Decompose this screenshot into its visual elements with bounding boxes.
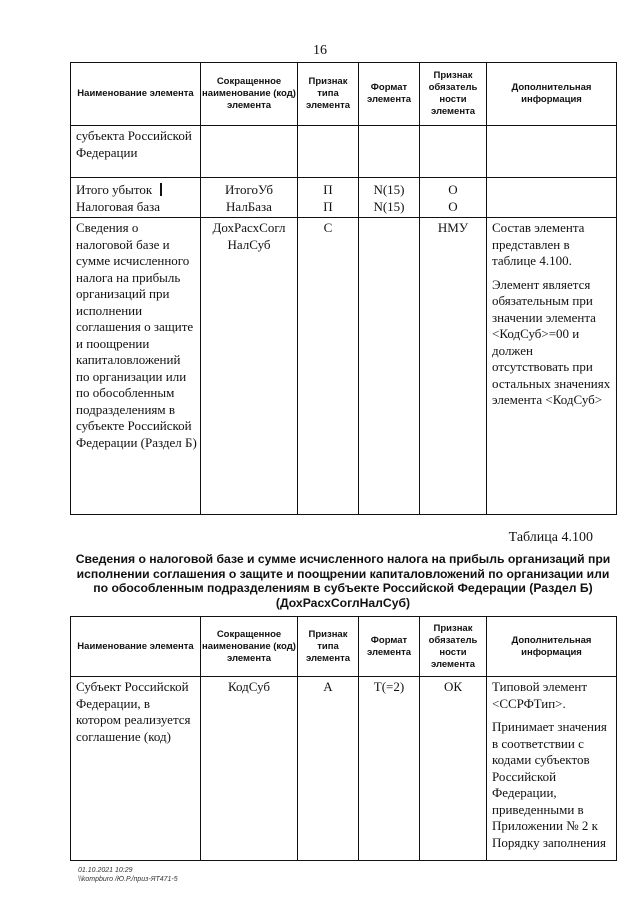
page-number: 16 [313,43,327,58]
header-format: Формат элемента [359,617,420,677]
cell-info: Типовой элемент <ССРФТип>. Принимает значения в соответствии с кодами субъектов Российской Федерации, приведенными в Приложении № 2 к Порядку заполнения [487,677,617,861]
cell-format: T(=2) [359,677,420,861]
header-code: Сокращенное наименование (код) элемента [201,617,298,677]
header-required: Признак обязатель ности элемента [420,63,487,126]
cell-required: О О [420,178,487,218]
table-row [71,677,617,861]
print-footer [78,866,178,884]
cell-type: А [298,677,359,861]
footer-timestamp: 01.10.2021 10:29 [78,867,133,874]
cell-required: НМУ [420,218,487,515]
cell-type: С [298,218,359,515]
elements-table-4-100 [70,616,617,861]
header-type: Признак типа элемента [298,617,359,677]
header-required: Признак обязатель ности элемента [420,617,487,677]
table-row [71,178,617,218]
cell-code: ИтогоУб НалБаза [201,178,298,218]
cell-format [359,218,420,515]
footer-path: \\kompburo /Ю.Р./приз-ЯТ471-5 [78,876,178,883]
cell-type: П П [298,178,359,218]
table-row [71,218,617,515]
cell-name: Итого убыток Налоговая база [71,178,201,218]
cell-name: Сведения о налоговой базе и сумме исчисленного налога на прибыль организаций при исполнении соглашения о защите и поощрении капиталовложений по организации или по обособленным подразделениям в субъекте Российской Федерации (Раздел Б) [71,218,201,515]
cell-format: N(15) N(15) [359,178,420,218]
cell-code: ДохРасхСогл НалСуб [201,218,298,515]
header-name: Наименование элемента [71,617,201,677]
table-row [71,126,617,178]
header-name: Наименование элемента [71,63,201,126]
cell-required: ОК [420,677,487,861]
header-code: Сокращенное наименование (код) элемента [201,63,298,126]
table-title: Сведения о налоговой базе и сумме исчисленного налога на прибыль организаций при исполнении соглашения о защите и поощрении капиталовложений по организации или по обособленным подразделениям в субъекте Российской Федерации (Раздел Б) (ДохРасхСоглНалСуб) [75,552,611,610]
table-number: Таблица 4.100 [508,530,593,545]
cell-info: Состав элемента представлен в таблице 4.100. Элемент является обязательным при значении элемента <КодСуб>=00 и должен отсутствовать при остальных значениях элемента <КодСуб> [487,218,617,515]
elements-table-continued [70,62,617,515]
table-header-row [71,617,617,677]
table-header-row [71,63,617,126]
cell-code: КодСуб [201,677,298,861]
header-type: Признак типа элемента [298,63,359,126]
header-format: Формат элемента [359,63,420,126]
header-info: Дополнительная информация [487,617,617,677]
header-info: Дополнительная информация [487,63,617,126]
cell-name: субъекта Российской Федерации [71,126,201,178]
cell-name: Субъект Российской Федерации, в котором реализуется соглашение (код) [71,677,201,861]
